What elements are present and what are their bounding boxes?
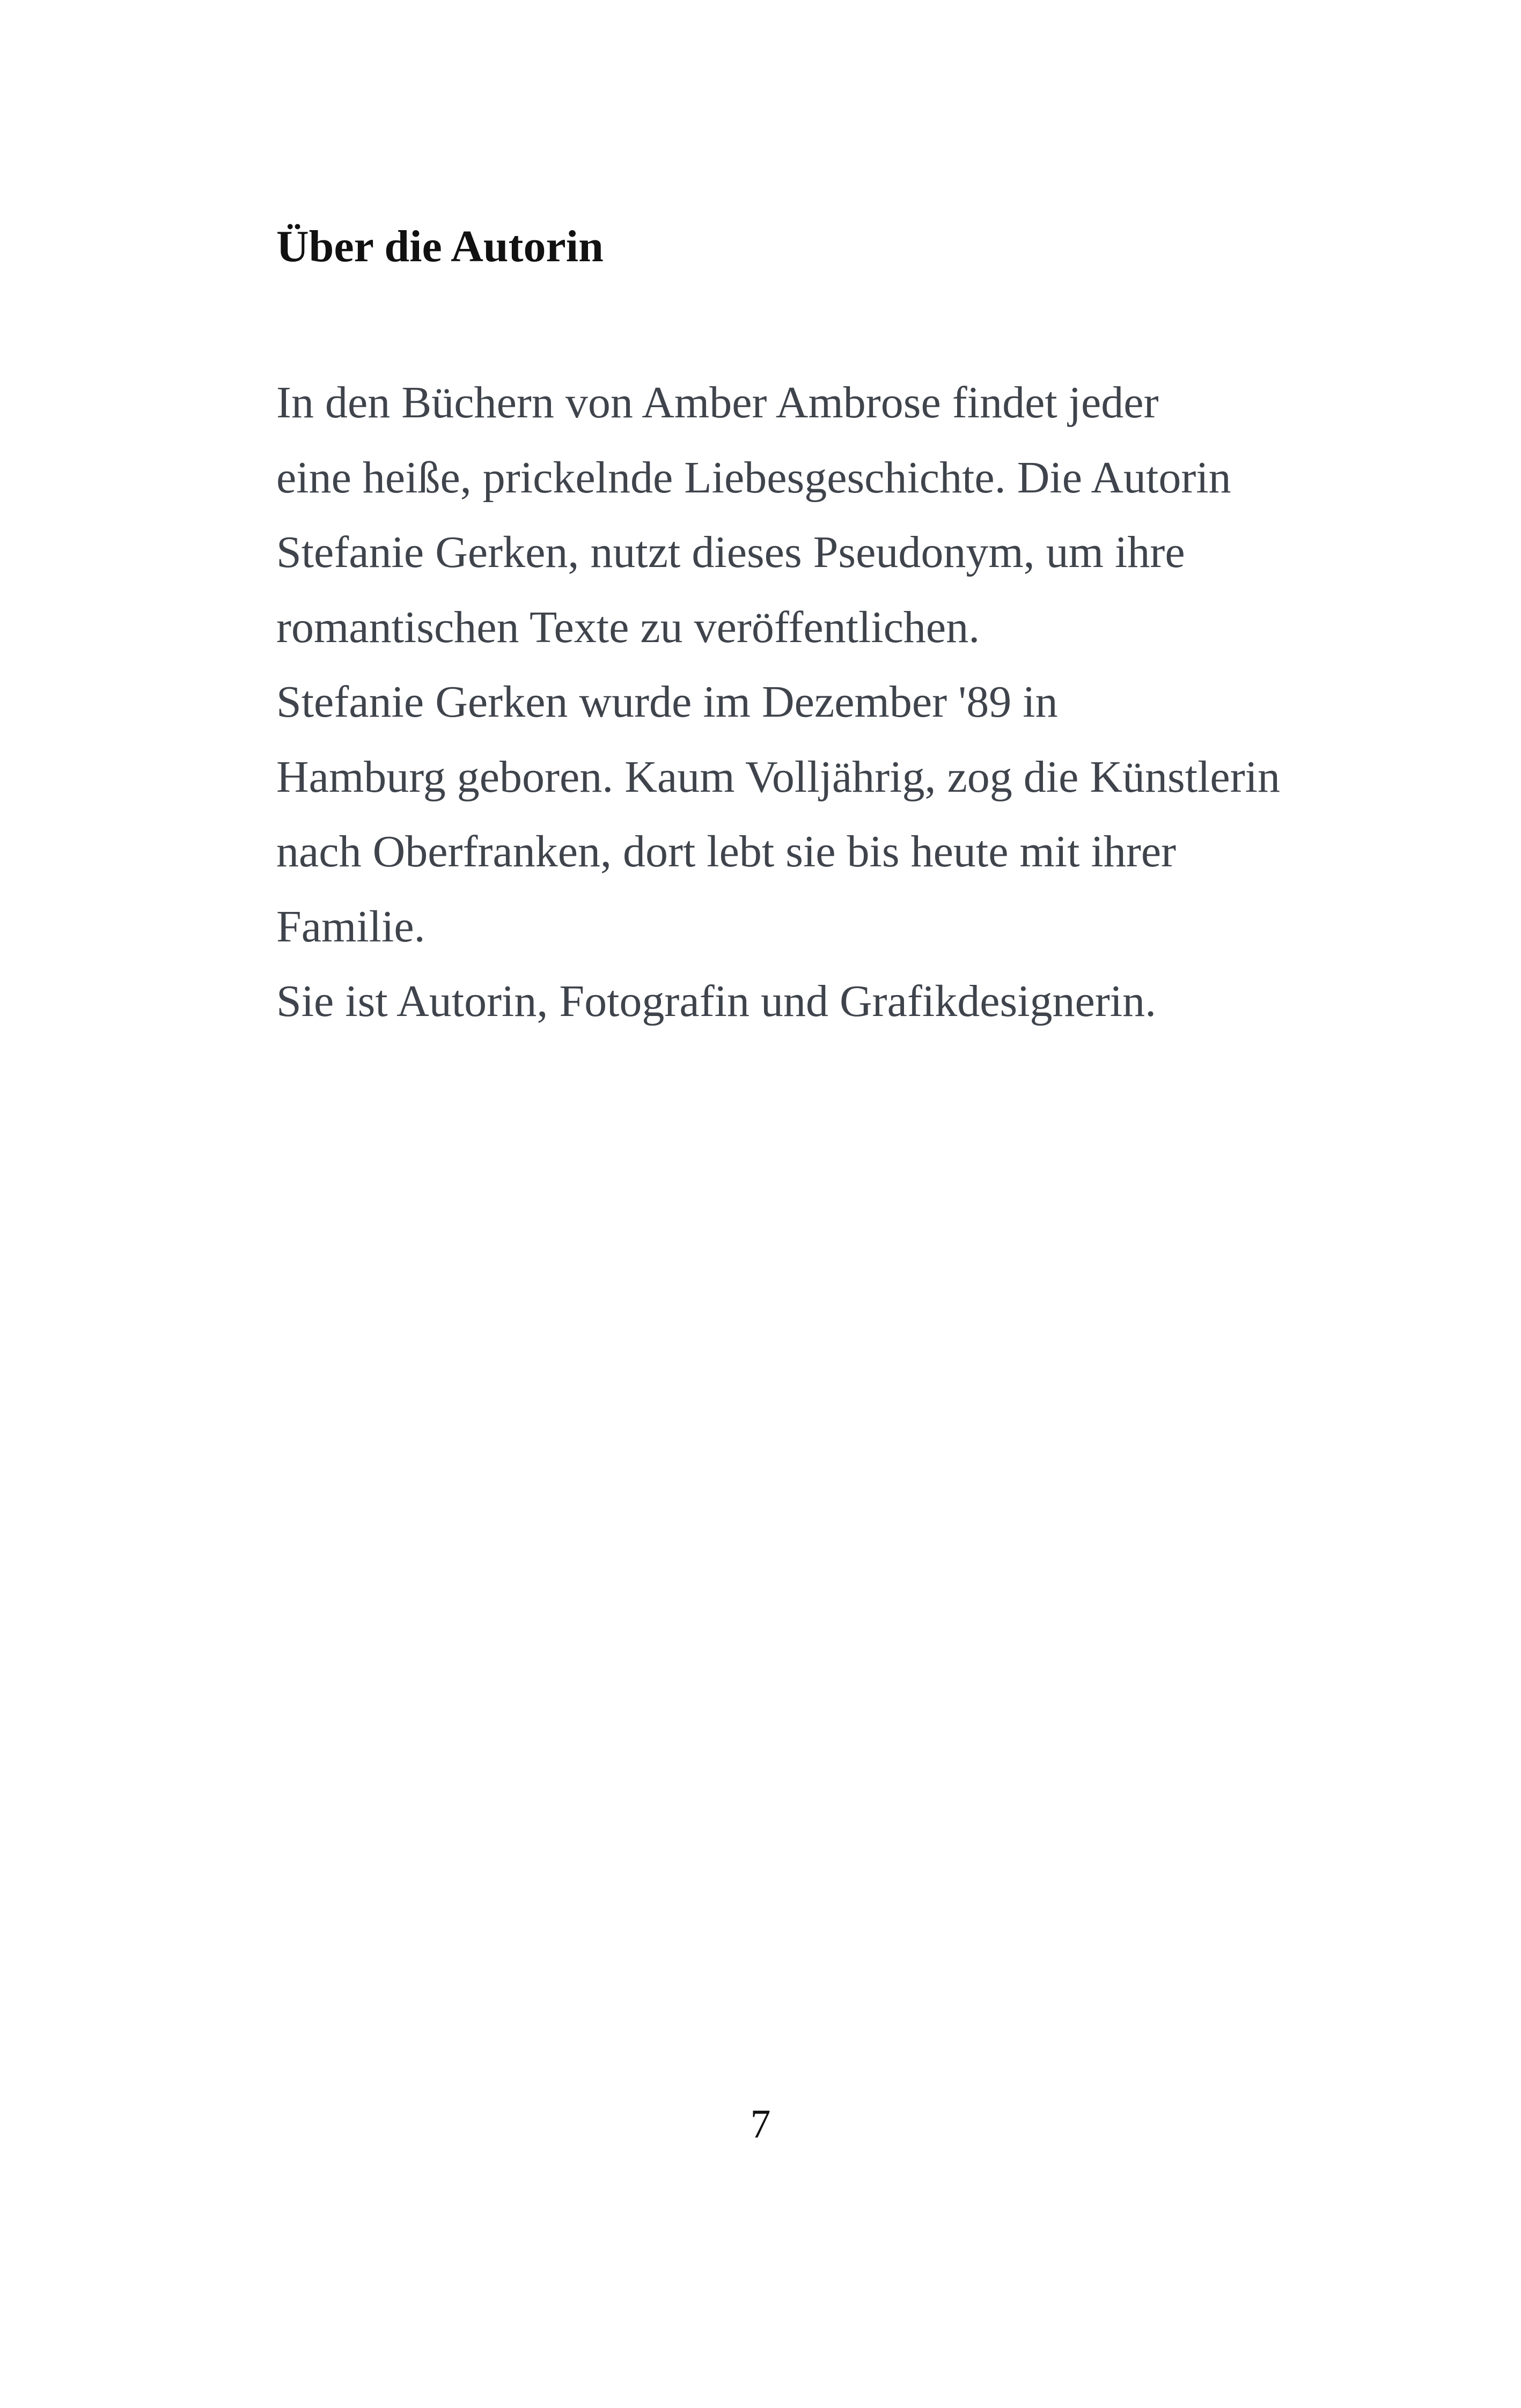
body-text	[213, 365, 1318, 1039]
text-line: eine heiße, prickelnde Liebesgeschichte. Die Autorin	[276, 452, 1231, 503]
text-line: Familie.	[276, 901, 425, 952]
section-heading: Über die Autorin	[276, 222, 604, 271]
text-line: Hamburg geboren. Kaum Volljährig, zog die Künstlerin	[276, 752, 1281, 802]
text-line: In den Büchern von Amber Ambrose findet jeder	[276, 378, 1159, 428]
text-line: Stefanie Gerken, nutzt dieses Pseudonym, um ihre	[276, 527, 1185, 577]
paragraph-intro	[213, 365, 1318, 665]
text-line: Sie ist Autorin, Fotografin und Grafikdesignerin.	[276, 976, 1157, 1026]
text-line: romantischen Texte zu veröffentlichen.	[276, 602, 980, 652]
page-number: 7	[750, 2102, 771, 2147]
text-line: Stefanie Gerken wurde im Dezember '89 in	[276, 677, 1058, 727]
paragraph-professions	[213, 964, 1318, 1039]
text-line: nach Oberfranken, dort lebt sie bis heute mit ihrer	[276, 827, 1177, 877]
paragraph-biography	[213, 665, 1318, 964]
